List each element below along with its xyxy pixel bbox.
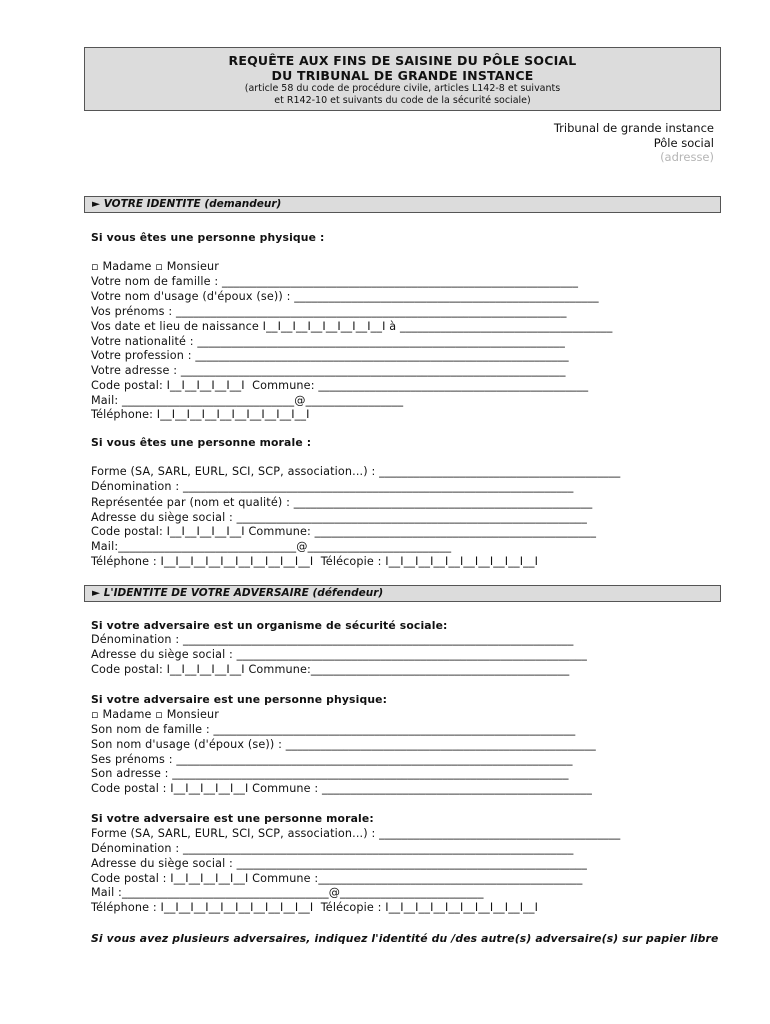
form-subtitle-line2: et R142-10 et suivants du code de la sécurité sociale) — [274, 95, 531, 106]
form-title-line1: REQUÊTE AUX FINS DE SAISINE DU PÔLE SOCIAL — [228, 53, 577, 68]
legal-postal-code-field[interactable]: Code postal: I__I__I__I__I__I Commune: _________________________________________________ — [91, 525, 597, 538]
tribunal-name: Tribunal de grande instance — [553, 121, 714, 135]
adversary-org-denomination-field[interactable]: Dénomination : ____________________________________________________________________ — [91, 633, 574, 646]
form-title-box — [84, 47, 721, 111]
section-header-identity: ► VOTRE IDENTITE (demandeur) — [84, 196, 721, 213]
physical-person-heading: Si vous êtes une personne physique : — [91, 231, 325, 244]
section-header-adversary: ► L'IDENTITE DE VOTRE ADVERSAIRE (défendeur) — [84, 585, 721, 602]
usage-name-field[interactable]: Votre nom d'usage (d'époux (se)) : _____________________________________________________ — [91, 290, 599, 303]
first-names-field[interactable]: Vos prénoms : ____________________________________________________________________ — [91, 305, 567, 318]
adversary-civility-checkboxes[interactable]: ▫ Madame ▫ Monsieur — [91, 708, 220, 721]
tribunal-address-block — [554, 121, 714, 165]
nationality-field[interactable]: Votre nationalité : ________________________________________________________________ — [91, 335, 566, 348]
adversary-physical-heading: Si votre adversaire est une personne physique: — [91, 693, 388, 706]
multiple-adversaries-note: Si vous avez plusieurs adversaires, indiquez l'identité du /des autre(s) adversaire(s) sur papier libre — [91, 932, 719, 945]
adversary-legal-email-field[interactable]: Mail :____________________________________@_________________________ — [91, 886, 484, 899]
family-name-field[interactable]: Votre nom de famille : ______________________________________________________________ — [91, 275, 579, 288]
tribunal-pole: Pôle social — [653, 135, 714, 150]
adversary-first-names-field[interactable]: Ses prénoms : _____________________________________________________________________ — [91, 753, 573, 766]
legal-form-field[interactable]: Forme (SA, SARL, EURL, SCI, SCP, association...) : __________________________________________ — [91, 465, 621, 478]
adversary-head-office-field[interactable]: Adresse du siège social : _____________________________________________________________ — [91, 857, 588, 870]
form-title-line2: DU TRIBUNAL DE GRANDE INSTANCE — [271, 68, 534, 83]
profession-field[interactable]: Votre profession : _________________________________________________________________ — [91, 349, 569, 362]
tribunal-address-placeholder[interactable]: (adresse) — [660, 150, 714, 164]
representative-field[interactable]: Représentée par (nom et qualité) : ____________________________________________________ — [91, 496, 593, 509]
adversary-org-heading: Si votre adversaire est un organisme de sécurité sociale: — [91, 619, 448, 632]
adversary-org-address-field[interactable]: Adresse du siège social : _____________________________________________________________ — [91, 648, 588, 661]
adversary-legal-form-field[interactable]: Forme (SA, SARL, EURL, SCI, SCP, association...) : __________________________________________ — [91, 827, 621, 840]
adversary-legal-postal-code-field[interactable]: Code postal : I__I__I__I__I__I Commune :______________________________________________ — [91, 872, 583, 885]
birth-date-place-field[interactable]: Vos date et lieu de naissance I__I__I__I__I__I__I__I__I à _____________________________________ — [91, 320, 613, 333]
form-subtitle-line1: (article 58 du code de procédure civile, articles L142-8 et suivants — [244, 83, 561, 94]
legal-phone-fax-field[interactable]: Téléphone : I__I__I__I__I__I__I__I__I__I__I Télécopie : I__I__I__I__I__I__I__I__I__I__I — [91, 555, 539, 568]
adversary-org-postal-code-field[interactable]: Code postal: I__I__I__I__I__I Commune:_____________________________________________ — [91, 663, 570, 676]
adversary-postal-code-field[interactable]: Code postal : I__I__I__I__I__I Commune : _______________________________________________ — [91, 782, 592, 795]
head-office-address-field[interactable]: Adresse du siège social : _____________________________________________________________ — [91, 511, 588, 524]
email-field[interactable]: Mail: ______________________________@_________________ — [91, 394, 404, 407]
adversary-usage-name-field[interactable]: Son nom d'usage (d'époux (se)) : ______________________________________________________ — [91, 738, 596, 751]
adversary-address-field[interactable]: Son adresse : _____________________________________________________________________ — [91, 767, 569, 780]
civility-checkboxes[interactable]: ▫ Madame ▫ Monsieur — [91, 260, 220, 273]
adversary-legal-phone-fax-field[interactable]: Téléphone : I__I__I__I__I__I__I__I__I__I__I Télécopie : I__I__I__I__I__I__I__I__I__I__I — [91, 901, 539, 914]
legal-email-field[interactable]: Mail:_______________________________@_________________________ — [91, 540, 452, 553]
address-field[interactable]: Votre adresse : ___________________________________________________________________ — [91, 364, 566, 377]
postal-code-commune-field[interactable]: Code postal: I__I__I__I__I__I Commune: _______________________________________________ — [91, 379, 589, 392]
adversary-family-name-field[interactable]: Son nom de famille : _______________________________________________________________ — [91, 723, 576, 736]
adversary-legal-heading: Si votre adversaire est une personne morale: — [91, 812, 374, 825]
adversary-denomination-field[interactable]: Dénomination : ____________________________________________________________________ — [91, 842, 574, 855]
denomination-field[interactable]: Dénomination : ____________________________________________________________________ — [91, 480, 574, 493]
legal-person-heading: Si vous êtes une personne morale : — [91, 436, 312, 449]
phone-field[interactable]: Téléphone: I__I__I__I__I__I__I__I__I__I__I — [91, 408, 310, 421]
